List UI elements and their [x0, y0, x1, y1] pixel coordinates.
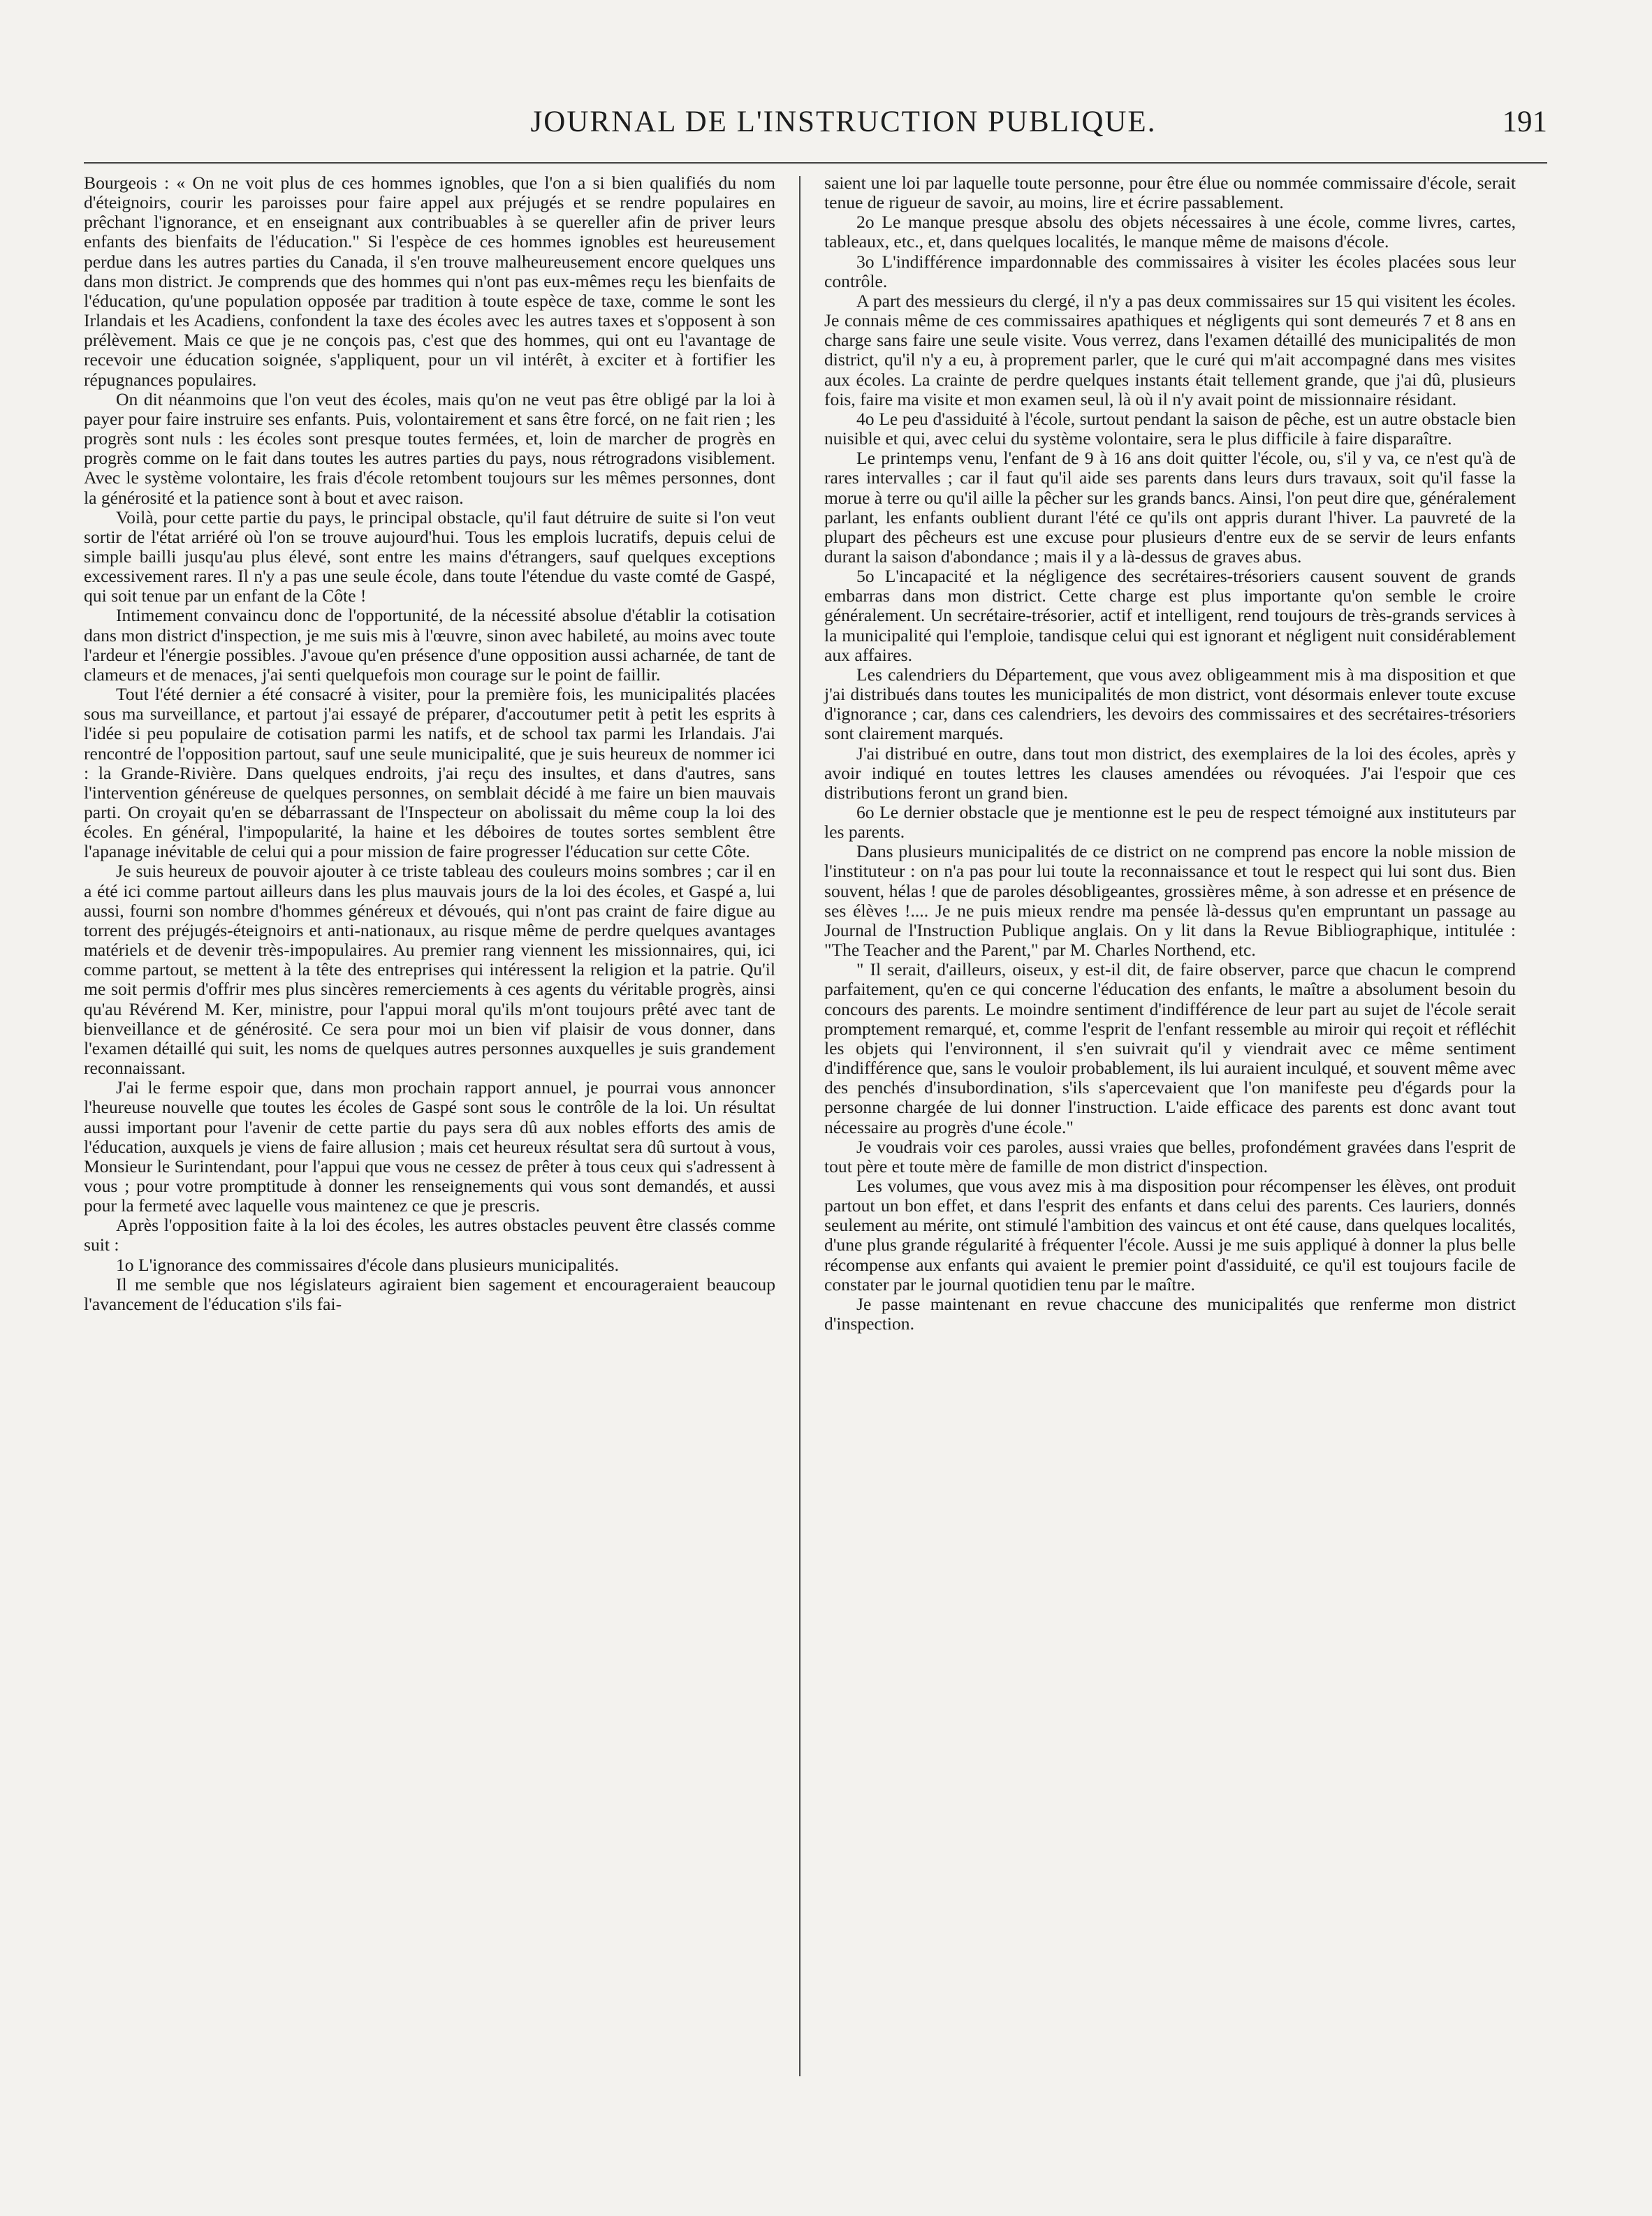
left-column [84, 173, 775, 1314]
paragraph: Intimement convaincu donc de l'opportunité, de la nécessité absolue d'établir la cotisation dans mon district d'inspection, je me suis mis à l'œuvre, sinon avec habileté, au moins avec toute l'ardeur et l'énergie possibles. J'avoue qu'en présence d'une opposition aussi acharnée, de tant de clameurs et de menaces, j'ai senti quelquefois mon courage sur le point de faillir. [84, 605, 775, 685]
paragraph: 1o L'ignorance des commissaires d'école dans plusieurs municipalités. [116, 1254, 619, 1275]
paragraph: Je suis heureux de pouvoir ajouter à ce triste tableau des couleurs moins sombres ; car il en a été ici comme partout ailleurs dans les plus mauvais jours de la loi des écoles, et Gaspé a, lui aussi, fourni son nombre d'hommes généreux et dévoués, qui n'ont pas craint de faire digue au torrent des préjugés-éteignoirs et anti-nationaux, au risque même de perdre quelques avantages matériels et de devenir très-impopulaires. Au premier rang viennent les missionnaires, qui, ici comme partout, se mettent à la tête des entreprises qui intéressent la religion et la patrie. Qu'il me soit permis d'offrir mes plus sincères remerciements à ces agents du véritable progrès, ainsi qu'au Révérend M. Ker, ministre, pour l'appui moral qu'ils m'ont toujours prêté avec tant de bienveillance et de générosité. Ce sera pour moi un bien vif plaisir de vous donner, dans l'examen détaillé qui suit, les noms de quelques autres personnes auxquelles je suis grandement reconnaissant. [84, 861, 775, 1079]
paragraph: A part des messieurs du clergé, il n'y a pas deux commissaires sur 15 qui visitent les écoles. Je connais même de ces commissaires apathiques et négligents qui sont demeurés 7 et 8 ans en charge sans faire une seule visite. Vous verrez, dans l'examen détaillé des municipalités de mon district, qu'il n'y a eu, à proprement parler, que le curé qui m'ait accompagné dans mes visites aux écoles. La crainte de perdre quelques instants était tellement grande, que j'ai dû, plusieurs fois, faire ma visite et mon examen seul, là où il n'y avait point de missionnaire résidant. [824, 290, 1516, 409]
paragraph: 2o Le manque presque absolu des objets nécessaires à une école, comme livres, cartes, tableaux, etc., et, dans quelques localités, le manque même de maisons d'école. [824, 212, 1516, 252]
journal-title: JOURNAL DE L'INSTRUCTION PUBLIQUE. [530, 105, 1157, 138]
paragraph: Après l'opposition faite à la loi des écoles, les autres obstacles peuvent être classés comme suit : [84, 1215, 775, 1255]
paragraph: Il me semble que nos législateurs agiraient bien sagement et encourageraient beaucoup l'avancement de l'éducation s'ils fai- [84, 1274, 775, 1314]
paragraph: Le printemps venu, l'enfant de 9 à 16 ans doit quitter l'école, ou, s'il y va, ce n'est qu'à de rares intervalles ; car il faut qu'il aide ses parents dans leurs durs travaux, soit qu'il fasse la morue à terre ou qu'il aille la pêcher sur les grands bancs. Ainsi, l'on peut dire que, généralement parlant, les enfants oublient durant l'été ce qu'ils ont appris durant l'hiver. La pauvreté de la plupart des pêcheurs est une excuse pour plusieurs d'entre eux de se servir de leurs enfants durant la saison d'abondance ; mais il y a là-dessus de graves abus. [824, 448, 1516, 567]
paragraph: J'ai le ferme espoir que, dans mon prochain rapport annuel, je pourrai vous annoncer l'heureuse nouvelle que toutes les écoles de Gaspé sont sous le contrôle de la loi. Un résultat aussi important pour l'avenir de cette partie du pays sera dû aux nobles efforts des amis de l'éducation, auxquels je viens de faire allusion ; mais cet heureux résultat sera dû surtout à vous, Monsieur le Surintendant, pour l'appui que vous ne cessez de prêter à tous ceux qui s'adressent à vous ; pour votre promptitude à donner les renseignements qui vous sont demandés, et aussi pour la fermeté avec laquelle vous maintenez ce que je prescris. [84, 1077, 775, 1216]
paragraph: Tout l'été dernier a été consacré à visiter, pour la première fois, les municipalités placées sous ma surveillance, et partout j'ai essayé de préparer, d'accoutumer petit à petit les esprits à l'idée si peu populaire de cotisation parmi les natifs, et de school tax parmi les Irlandais. J'ai rencontré de l'opposition partout, sauf une seule municipalité, que je suis heureux de nommer ici : la Grande-Rivière. Dans quelques endroits, j'ai reçu des insultes, et dans d'autres, sans l'intervention généreuse de quelques personnes, on semblait décidé à me faire un bien mauvais parti. On croyait qu'en se débarrassant de l'Inspecteur on abolissait du même coup la loi des écoles. En général, l'impopularité, la haine et les déboires de toutes sortes semblent être l'apanage inévitable de celui qui a pour mission de faire progresser l'éducation sur cette Côte. [84, 684, 775, 862]
paragraph: 5o L'incapacité et la négligence des secrétaires-trésoriers causent souvent de grands embarras dans mon district. Cette charge est plus importante qu'on semble le croire généralement. Un secrétaire-trésorier, actif et intelligent, rend toujours de très-grands services à la municipalité qui l'emploie, tandisque celui qui est ignorant et négligent nuit considérablement aux affaires. [824, 566, 1516, 665]
page-number: 191 [1502, 105, 1547, 138]
paragraph: Dans plusieurs municipalités de ce district on ne comprend pas encore la noble mission de l'instituteur : on n'a pas pour lui toute la reconnaissance et tout le respect qui lui sont dus. Bien souvent, hélas ! que de paroles désobligeantes, grossières même, à son adresse et en présence de ses élèves !.... Je ne puis mieux rendre ma pensée là-dessus qu'en empruntant un passage au Journal de l'Instruction Publique anglais. On y lit dans la Revue Bibliographique, intitulée : "The Teacher and the Parent," par M. Charles Northend, etc. [824, 841, 1516, 961]
paragraph: " Il serait, d'ailleurs, oiseux, y est-il dit, de faire observer, parce que chacun le comprend parfaitement, qu'en ce qui concerne l'éducation des enfants, le maître a absolument besoin du concours des parents. Le moindre sentiment d'indifférence de leur part au sujet de l'école serait promptement remarqué, et, comme l'esprit de l'enfant ressemble au miroir qui reçoit et réfléchit les objets qui l'environnent, il s'en suivrait qu'il y viendrait avec ce même sentiment d'indifférence que, sans le vouloir probablement, ils lui auraient inculqué, et souvent même avec des penchés d'insubordination, s'ils s'apercevaient que l'on manifeste peu d'égards pour la personne chargée de lui donner l'instruction. L'aide efficace des parents est donc avant tout nécessaire au progrès d'une école." [824, 959, 1516, 1137]
paragraph: J'ai distribué en outre, dans tout mon district, des exemplaires de la loi des écoles, après y avoir indiqué en toutes lettres les clauses amendées ou révoquées. J'ai l'espoir que ces distributions feront un grand bien. [824, 743, 1516, 803]
paragraph: Je passe maintenant en revue chaccune des municipalités que renferme mon district d'inspection. [824, 1293, 1516, 1334]
paragraph: Bourgeois : « On ne voit plus de ces hommes ignobles, que l'on a si bien qualifiés du nom d'éteignoirs, courir les paroisses pour faire appel aux préjugés et se rendre populaires en prêchant l'ignorance, et en enseignant aux contribuables à se quereller afin de priver leurs enfants des bienfaits de l'éducation." Si l'espèce de ces hommes ignobles est heureusement perdue dans les autres parties du Canada, il s'en trouve malheureusement encore quelques uns dans mon district. Je comprends que des hommes qui n'ont pas eux-mêmes reçu les bienfaits de l'éducation, qu'une population opposée par tradition à toute espèce de taxe, comme le sont les Irlandais et les Acadiens, confondent la taxe des écoles avec les autres taxes et s'opposent à son prélèvement. Mais ce que je ne conçois pas, c'est que des hommes, qui ont eu l'avantage de recevoir une éducation soignée, s'appliquent, pour un vil intérêt, à exciter et à fortifier les répugnances populaires. [84, 173, 775, 390]
paragraph: Je voudrais voir ces paroles, aussi vraies que belles, profondément gravées dans l'esprit de tout père et toute mère de famille de mon district d'inspection. [824, 1136, 1516, 1176]
paragraph: 6o Le dernier obstacle que je mentionne est le peu de respect témoigné aux instituteurs par les parents. [824, 802, 1516, 843]
paragraph: Voilà, pour cette partie du pays, le principal obstacle, qu'il faut détruire de suite si l'on veut sortir de l'état arriéré où l'on se trouve aujourd'hui. Tous les emplois lucratifs, depuis celui de simple bailli jusqu'au plus élevé, sont entre les mains d'étrangers, sauf quelques exceptions excessivement rares. Il n'y a pas une seule école, dans toute l'étendue du vaste comté de Gaspé, qui soit tenue par un enfant de la Côte ! [84, 506, 775, 606]
paragraph: 4o Le peu d'assiduité à l'école, surtout pendant la saison de pêche, est un autre obstacle bien nuisible et qui, avec celui du système volontaire, sera le plus difficile à faire disparaître. [824, 408, 1516, 449]
paragraph: Les volumes, que vous avez mis à ma disposition pour récompenser les élèves, ont produit partout un bon effet, et dans l'esprit des enfants et dans celui des parents. Ces lauriers, donnés seulement au mérite, ont stimulé l'ambition des vaincus et ont été cause, dans quelques localités, d'une plus grande régularité à fréquenter l'école. Aussi je me suis appliqué à donner la plus belle récompense aux enfants qui avaient le premier point d'assiduité, ce qu'il est toujours facile de constater par le journal quotidien tenu par le maître. [824, 1175, 1516, 1295]
paragraph: Les calendriers du Département, que vous avez obligeamment mis à ma disposition et que j'ai distribués dans toutes les municipalités de mon district, vont désormais enlever toute excuse d'ignorance ; car, dans ces calendriers, les devoirs des commissaires et des secrétaires-trésoriers sont clairement marqués. [824, 664, 1516, 744]
header-rule [84, 162, 1547, 164]
column-divider [799, 176, 801, 2076]
page-header [140, 105, 1547, 154]
paragraph: saient une loi par laquelle toute personne, pour être élue ou nommée commissaire d'école, serait tenue de rigueur de savoir, au moins, lire et écrire passablement. [824, 173, 1516, 213]
right-column [824, 173, 1516, 1334]
paragraph: 3o L'indifférence impardonnable des commissaires à visiter les écoles placées sous leur contrôle. [824, 251, 1516, 291]
paragraph: On dit néanmoins que l'on veut des écoles, mais qu'on ne veut pas être obligé par la loi à payer pour faire instruire ses enfants. Puis, volontairement et sans être forcé, on ne fait rien ; les progrès sont nuls : les écoles sont presque toutes fermées, et, loin de marcher de progrès en progrès comme on le fait dans toutes les autres parties du pays, nous rétrogradons visiblement. Avec le système volontaire, les frais d'école retombent toujours sur les mêmes personnes, dont la générosité et la patience sont à bout et avec raison. [84, 388, 775, 508]
